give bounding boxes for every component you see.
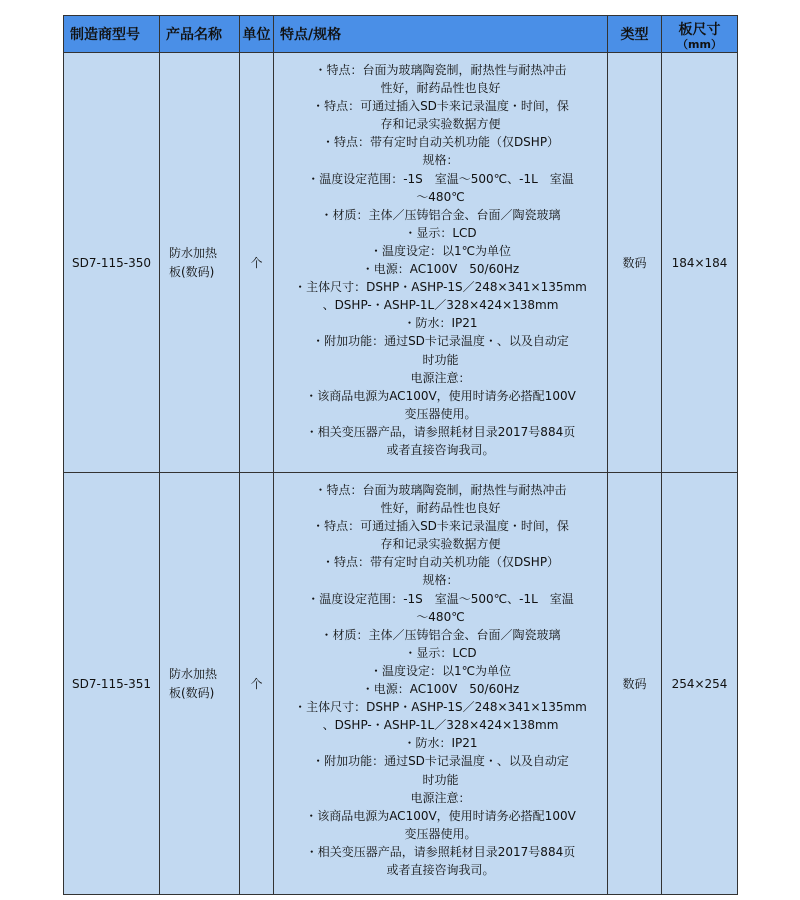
- spec-line: 电源注意：: [410, 370, 471, 385]
- spec-line: ・材质：主体／压铸铝合金、台面／陶瓷玻璃: [320, 207, 561, 222]
- spec-line: 时功能: [422, 772, 459, 787]
- spec-line: ・附加功能：通过SD卡记录温度・、以及自动定: [312, 334, 569, 349]
- spec-line: 或者直接咨询我司。: [386, 442, 495, 457]
- spec-line: 时功能: [422, 352, 459, 367]
- spec-line: ・显示：LCD: [404, 225, 477, 240]
- spec-line: ～480℃: [416, 609, 465, 624]
- header-type: 类型: [608, 16, 662, 53]
- product-name-cell: [160, 53, 240, 473]
- header-features: 特点/规格: [274, 16, 608, 53]
- spec-line: ・特点：台面为玻璃陶瓷制，耐热性与耐热冲击: [314, 483, 567, 497]
- spec-line: ・防水：IP21: [403, 316, 478, 331]
- unit-cell: 个: [240, 53, 274, 473]
- spec-cell: [274, 53, 608, 473]
- spec-line: ・电源：AC100V 50/60Hz: [361, 262, 520, 277]
- spec-line: ・电源：AC100V 50/60Hz: [361, 682, 520, 697]
- spec-line: ・特点：带有定时自动关机功能（仅DSHP）: [321, 555, 560, 570]
- spec-line: 变压器使用。: [404, 826, 477, 841]
- size-cell: 184×184: [662, 53, 738, 473]
- spec-line: ・主体尺寸：DSHP・ASHP-1S／248×341×135mm: [294, 700, 587, 715]
- spec-line: ・附加功能：通过SD卡记录温度・、以及自动定: [312, 754, 569, 769]
- spec-line: ・显示：LCD: [404, 645, 477, 660]
- product-name-line: 板(数码): [169, 685, 215, 700]
- header-size-unit: （mm）: [677, 37, 722, 51]
- spec-line: ・防水：IP21: [403, 736, 478, 751]
- spec-line: ・特点：可通过插入SD卡来记录温度・时间，保: [312, 519, 569, 534]
- spec-line: 变压器使用。: [404, 406, 477, 421]
- spec-line: ～480℃: [416, 189, 465, 204]
- product-spec-table: [63, 15, 738, 895]
- header-row: [64, 16, 738, 53]
- product-name-line: 防水加热: [169, 666, 218, 681]
- header-unit: 单位: [240, 16, 274, 53]
- spec-line: ・特点：带有定时自动关机功能（仅DSHP）: [321, 135, 560, 150]
- spec-line: ・温度设定范围：-1S 室温～500℃、-1L 室温: [307, 171, 574, 186]
- type-cell: 数码: [608, 473, 662, 895]
- spec-line: ・温度设定：以1℃为单位: [369, 663, 512, 678]
- spec-line: ・该商品电源为AC100V，使用时请务必搭配100V: [305, 388, 576, 403]
- spec-line: 、DSHP-・ASHP-1L／328×424×138mm: [322, 718, 559, 733]
- spec-line: 规格：: [422, 573, 459, 588]
- table-row: [64, 473, 738, 895]
- spec-line: ・温度设定范围：-1S 室温～500℃、-1L 室温: [307, 591, 574, 606]
- spec-line: ・该商品电源为AC100V，使用时请务必搭配100V: [305, 808, 576, 823]
- spec-line: ・相关变压器产品，请参照耗材目录2017号884页: [305, 844, 576, 859]
- table-row: [64, 53, 738, 473]
- spec-line: ・材质：主体／压铸铝合金、台面／陶瓷玻璃: [320, 627, 561, 642]
- size-cell: 254×254: [662, 473, 738, 895]
- type-cell: 数码: [608, 53, 662, 473]
- header-size: [662, 16, 738, 53]
- product-name-line: 防水加热: [169, 245, 218, 260]
- spec-cell: [274, 473, 608, 895]
- spec-line: ・特点：可通过插入SD卡来记录温度・时间，保: [312, 99, 569, 114]
- spec-line: ・相关变压器产品，请参照耗材目录2017号884页: [305, 424, 576, 439]
- spec-line: 存和记录实验数据方便: [380, 537, 501, 552]
- unit-cell: 个: [240, 473, 274, 895]
- spec-line: 、DSHP-・ASHP-1L／328×424×138mm: [322, 298, 559, 313]
- spec-line: 存和记录实验数据方便: [380, 117, 501, 132]
- header-model: 制造商型号: [64, 16, 160, 53]
- spec-line: 性好，耐药品性也良好: [380, 81, 501, 96]
- spec-line: ・主体尺寸：DSHP・ASHP-1S／248×341×135mm: [294, 280, 587, 295]
- product-name-line: 板(数码): [169, 264, 215, 279]
- spec-line: 性好，耐药品性也良好: [380, 501, 501, 516]
- spec-line: ・温度设定：以1℃为单位: [369, 243, 512, 258]
- spec-line: 或者直接咨询我司。: [386, 862, 495, 877]
- product-name-cell: [160, 473, 240, 895]
- spec-line: 规格：: [422, 153, 459, 168]
- model-cell: SD7-115-351: [64, 473, 160, 895]
- model-cell: SD7-115-350: [64, 53, 160, 473]
- header-size-label: 板尺寸: [678, 21, 721, 38]
- spec-line: ・特点：台面为玻璃陶瓷制，耐热性与耐热冲击: [314, 63, 567, 77]
- spec-line: 电源注意：: [410, 790, 471, 805]
- header-product: 产品名称: [160, 16, 240, 53]
